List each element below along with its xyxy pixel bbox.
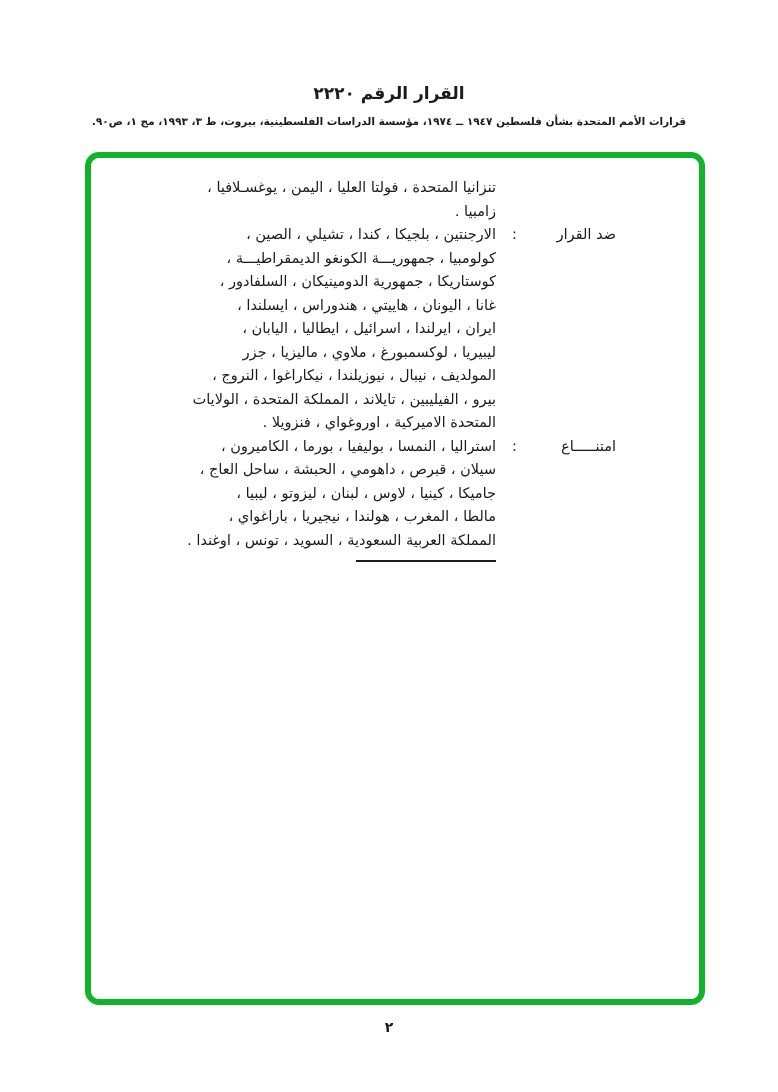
end-divider-rule xyxy=(356,560,496,562)
entry-lines xyxy=(187,436,496,554)
text-line: زامبيا . xyxy=(454,203,496,220)
text-line: الارجنتين ، بلجيكا ، كندا ، تشيلي ، الصين ، xyxy=(246,227,496,243)
entry-label-text: امتنـــــاع xyxy=(561,438,616,455)
page-title: القرار الرقم ٢٢٢٠ xyxy=(313,84,465,104)
entry-label-text: ضد القرار xyxy=(556,227,616,243)
text-line: المولديف ، نيبال ، نيوزيلندا ، نيكاراغوا ، النروج ، xyxy=(212,368,496,384)
green-frame-box xyxy=(85,152,705,1005)
text-line: ليبيريا ، لوكسمبورغ ، ملاوي ، ماليزيا ، جزر xyxy=(242,344,496,361)
text-line: استراليا ، النمسا ، بوليفيا ، بورما ، الكاميرون ، xyxy=(220,438,496,455)
vote-entries xyxy=(111,224,616,553)
page-number: ٢ xyxy=(384,1020,394,1036)
text-line: تنزانيا المتحدة ، فولتا العليا ، اليمن ، يوغسـلافيا ، xyxy=(207,180,496,196)
entry-lines xyxy=(192,224,496,436)
entry-label xyxy=(496,436,616,460)
text-line: المملكة العربية السعودية ، السويد ، تونس ، اوغندا . xyxy=(187,532,496,549)
text-line: غانا ، اليونان ، هاييتي ، هندوراس ، ايسلندا ، xyxy=(237,297,496,314)
text-line: كولومبيا ، جمهوريـــة الكونغو الديمقراطيـــة ، xyxy=(226,250,496,267)
text-line: مالطا ، المغرب ، هولندا ، نيجيريا ، باراغواي ، xyxy=(228,509,496,525)
text-line: كوستاريكا ، جمهورية الدومينيكان ، السلفادور ، xyxy=(219,274,496,290)
vote-against-entry xyxy=(111,224,616,436)
text-line: ايران ، ايرلندا ، اسرائيل ، ايطاليا ، اليابان ، xyxy=(242,321,496,337)
source-citation: قرارات الأمم المتحدة بشأن فلسطين ١٩٤٧ ــ ١٩٧٤، مؤسسة الدراسات الفلسطينية، بيروت، ط ٣، ١٩٩٣، مج ١، ص٩٠. xyxy=(91,116,687,128)
text-line: جاميكا ، كينيا ، لاوس ، لبنان ، ليزوتو ، ليبيا ، xyxy=(236,485,496,502)
continuation-lines xyxy=(111,177,496,224)
entry-label-colon: : xyxy=(512,438,517,455)
abstain-entry xyxy=(111,436,616,554)
entry-label xyxy=(496,224,616,248)
resolution-text-block xyxy=(111,177,616,562)
entry-label-colon: : xyxy=(512,227,517,243)
text-line: المتحدة الاميركية ، اوروغواي ، فنزويلا . xyxy=(262,415,496,431)
text-line: بيرو ، الفيليبين ، تايلاند ، المملكة المتحدة ، الولايات xyxy=(192,391,496,408)
text-line: سيلان ، قبرص ، داهومي ، الحبشة ، ساحل العاج ، xyxy=(199,462,496,478)
